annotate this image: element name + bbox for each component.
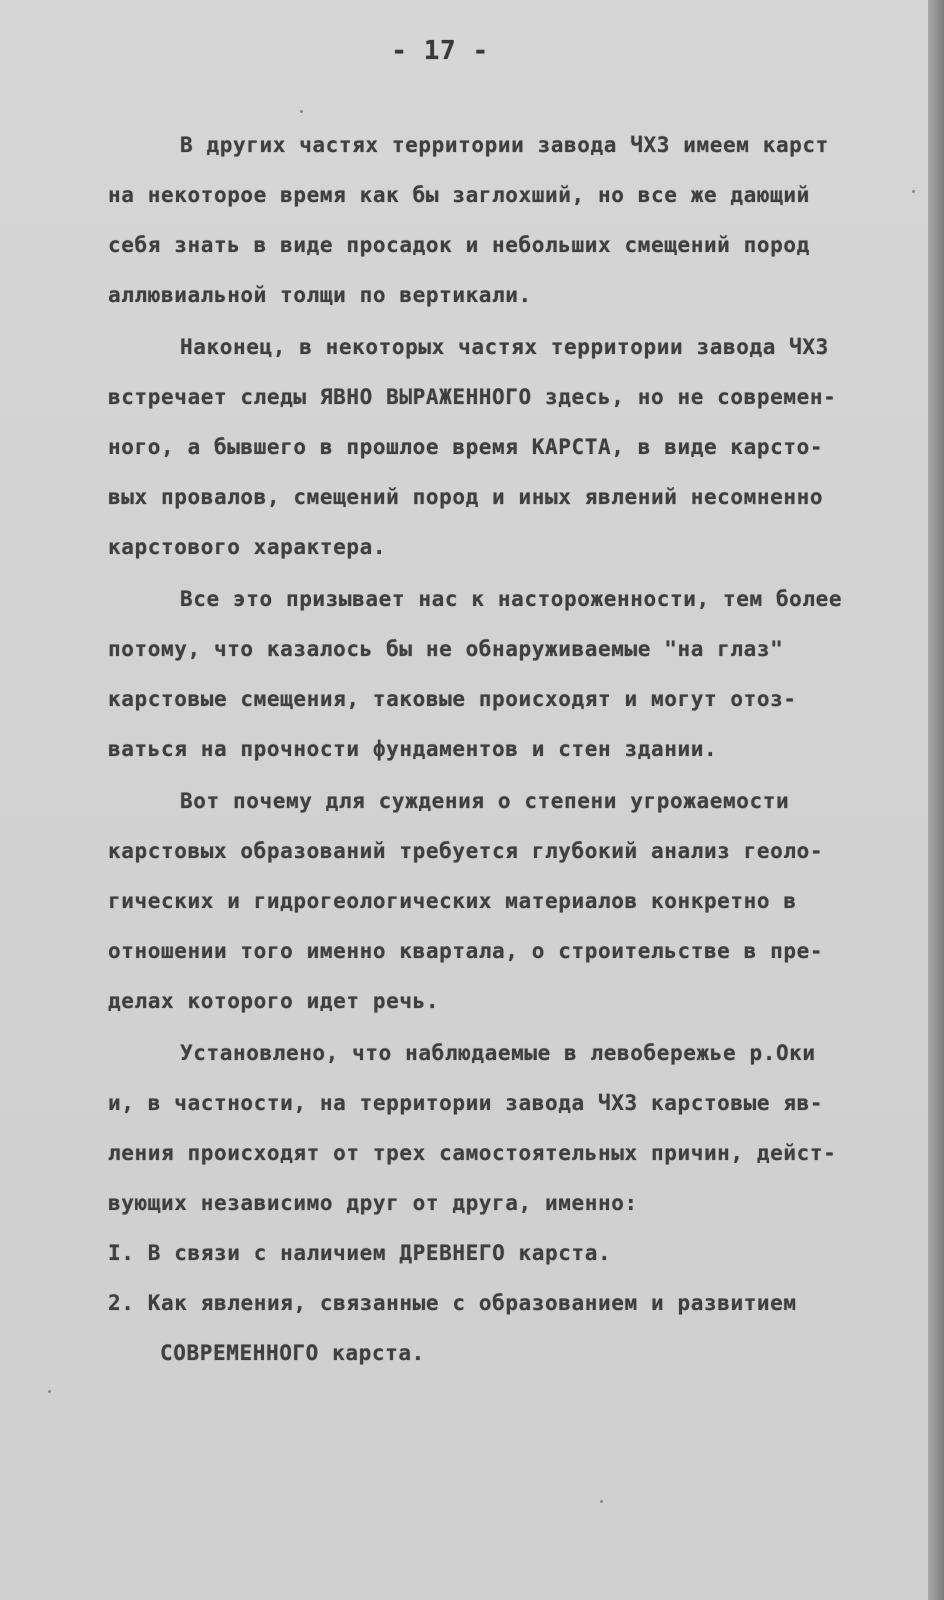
page-edge-shadow (928, 0, 944, 1600)
scan-speck (300, 110, 303, 113)
paragraph (108, 322, 898, 572)
list-item (108, 1228, 898, 1278)
text-line: карстовых образований требуется глубокий анализ геоло- (108, 839, 824, 863)
text-line: и, в частности, на территории завода ЧХЗ карстовые яв- (108, 1091, 824, 1115)
text-line: карстового характера. (108, 535, 387, 559)
text-line: отношении того именно квартала, о строительстве в пре- (108, 939, 824, 963)
list-item (108, 1278, 898, 1328)
text-line: вующих независимо друг от друга, именно: (108, 1191, 638, 1215)
list-item-text: Как явления, связанные с образованием и развитием (147, 1291, 797, 1315)
paragraph (108, 120, 898, 320)
list-marker: I. (108, 1241, 135, 1265)
scan-speck (600, 1500, 603, 1503)
text-line: В других частях территории завода ЧХЗ имеем карст (180, 133, 829, 157)
text-line: гических и гидрогеологических материалов конкретно в (108, 889, 797, 913)
list-item-continuation: СОВРЕМЕННОГО карста. (160, 1341, 425, 1365)
text-line: потому, что казалось бы не обнаруживаемые "на глаз" (108, 637, 784, 661)
text-line: вых провалов, смещений пород и иных явлений несомненно (108, 485, 824, 509)
text-line: Все это призывает нас к настороженности, тем более (180, 587, 843, 611)
paragraph (108, 776, 898, 1026)
paragraph (108, 1028, 898, 1228)
text-line: аллювиальной толщи по вертикали. (108, 283, 532, 307)
text-line: Наконец, в некоторых частях территории завода ЧХЗ (180, 335, 829, 359)
text-line: себя знать в виде просадок и небольших смещений пород (108, 233, 810, 257)
text-line: карстовые смещения, таковые происходят и могут отоз- (108, 687, 797, 711)
text-line: делах которого идет речь. (108, 989, 440, 1013)
list-item-text: В связи с наличием ДРЕВНЕГО карста. (147, 1241, 612, 1265)
scan-speck (912, 190, 915, 193)
page-number: - 17 - (391, 36, 489, 66)
text-line: Установлено, что наблюдаемые в левобережье р.Оки (180, 1041, 816, 1065)
text-line: Вот почему для суждения о степени угрожаемости (180, 789, 790, 813)
numbered-list (108, 1228, 898, 1378)
text-line: ного, а бывшего в прошлое время КАРСТА, в виде карсто- (108, 435, 824, 459)
text-line: ваться на прочности фундаментов и стен здании. (108, 737, 718, 761)
scan-speck (48, 1390, 51, 1393)
paragraph (108, 574, 898, 774)
list-marker: 2. (108, 1291, 135, 1315)
text-line: встречает следы ЯВНО ВЫРАЖЕННОГО здесь, но не современ- (108, 385, 837, 409)
text-line: на некоторое время как бы заглохший, но все же дающий (108, 183, 810, 207)
text-line: ления происходят от трех самостоятельных причин, дейст- (108, 1141, 837, 1165)
document-body (108, 120, 898, 1378)
